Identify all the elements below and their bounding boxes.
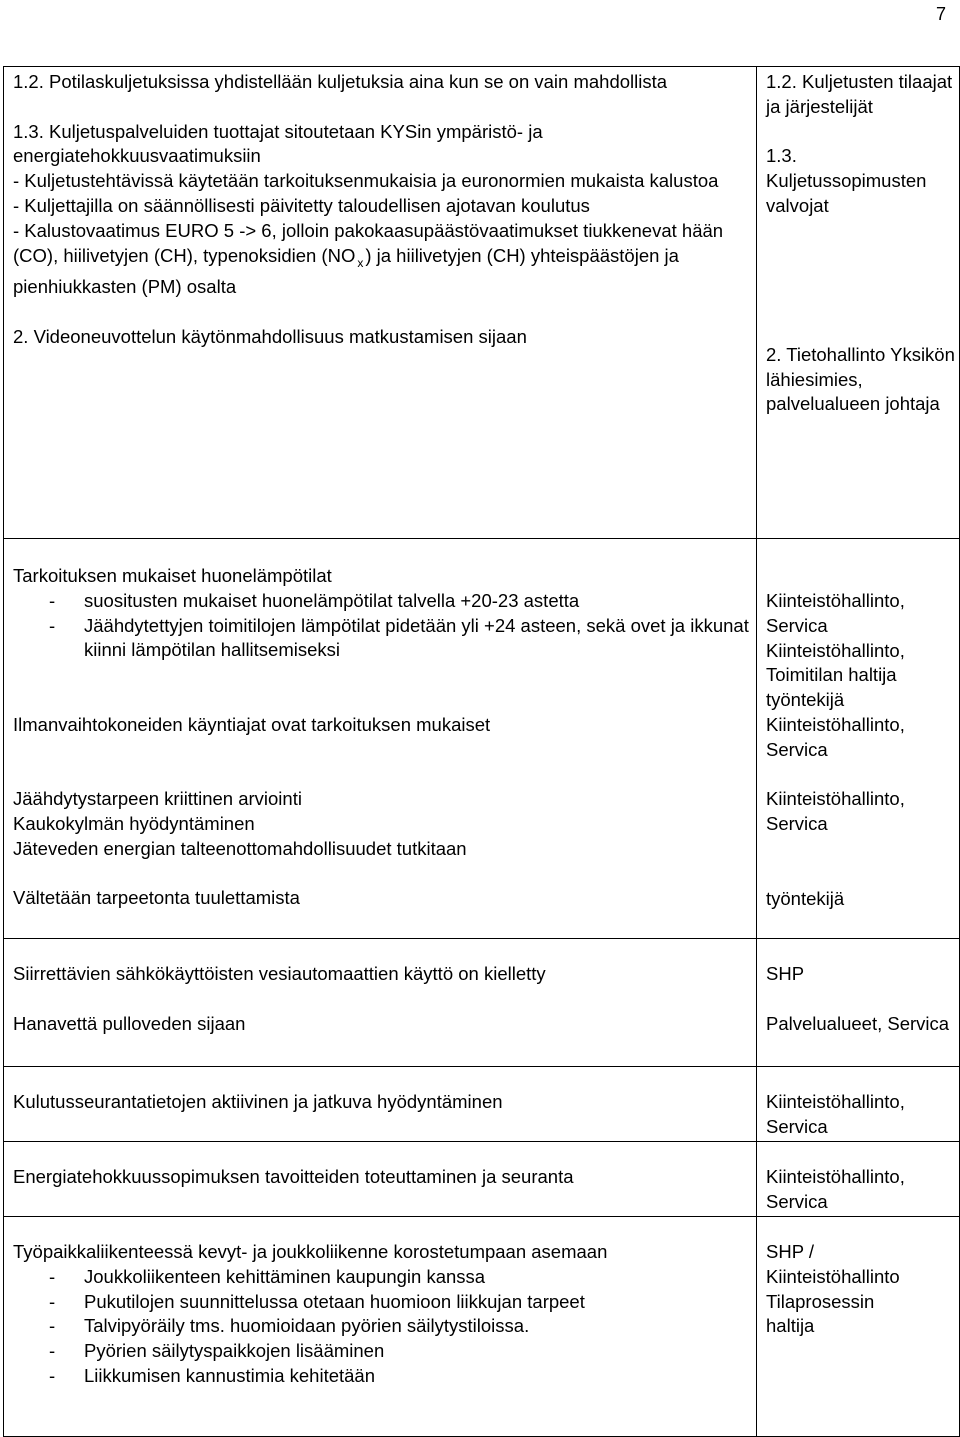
emission-text-a: - Kalustovaatimus EURO 5 -> 6, jolloin pakokaasupäästövaatimukset tiukkenevat hään (CO), hiilivetyjen (CH), typenoksidien (NO xyxy=(13,219,724,266)
item-1-3-line3 xyxy=(13,219,752,300)
resp-1-3: 1.3. Kuljetussopimusten valvojat xyxy=(766,145,927,216)
resp-energy-contract: Kiinteistöhallinto, Servica xyxy=(766,1166,905,1212)
cooling-2: Kaukokylmän hyödyntäminen xyxy=(13,812,255,834)
list-item: - Jäähdytettyjen toimitilojen lämpötilat pidetään yli +24 asteen, sekä ovet ja ikkunat kiinni lämpötilan hallitsemiseksi xyxy=(13,614,752,664)
measure-cell xyxy=(4,1067,757,1142)
table-row-energy-contract xyxy=(4,1142,960,1217)
list-item: - Pyörien säilytyspaikkojen lisääminen xyxy=(13,1339,752,1364)
responsible-cell xyxy=(757,1142,960,1217)
resp-faucets: SHP xyxy=(766,963,805,984)
temp-list xyxy=(13,589,752,663)
measure-cell xyxy=(4,1217,757,1437)
table-row-transport xyxy=(4,67,960,539)
resp-commuting: SHP / Kiinteistöhallinto Tilaprosessin haltija xyxy=(766,1241,900,1337)
table-row-water xyxy=(4,939,960,1067)
measures-table xyxy=(3,66,960,1437)
responsible-cell xyxy=(757,1217,960,1437)
resp-airing: työntekijä xyxy=(766,887,845,909)
cooling-1: Jäähdytystarpeen kriittinen arviointi xyxy=(13,788,302,810)
tap-water-text: Hanavettä pulloveden sijaan xyxy=(13,1012,246,1034)
cooling-3: Jäteveden energian talteenottomahdollisuudet tutkitaan xyxy=(13,837,467,859)
resp-monitoring: Kiinteistöhallinto, Servica xyxy=(766,1091,905,1137)
item-1-2: 1.2. Potilaskuljetuksissa yhdistellään kuljetuksia aina kun se on vain mahdollista xyxy=(13,71,668,92)
item-1-3-line1: - Kuljetustehtävissä käytetään tarkoituksenmukaisia ja euronormien mukaista kalustoa xyxy=(13,170,719,192)
resp-tap: Palvelualueet, Servica xyxy=(766,1012,950,1034)
resp-1-2: 1.2. Kuljetusten tilaajat ja järjestelijät xyxy=(766,71,953,117)
page-number: 7 xyxy=(935,4,946,24)
list-item: - Joukkoliikenteen kehittäminen kaupungin kanssa xyxy=(13,1265,752,1290)
commuting-title: Työpaikkaliikenteessä kevyt- ja joukkoliikenne korostetumpaan asemaan xyxy=(13,1241,608,1262)
temp-title: Tarkoituksen mukaiset huonelämpötilat xyxy=(13,565,332,586)
monitoring-text: Kulutusseurantatietojen aktiivinen ja jatkuva hyödyntäminen xyxy=(13,1091,503,1112)
item-2: 2. Videoneuvottelun käytönmahdollisuus matkustamisen sijaan xyxy=(13,325,527,347)
resp-temp-1: Kiinteistöhallinto, Servica xyxy=(766,590,905,636)
list-item: - Talvipyöräily tms. huomioidaan pyörien säilytystiloissa. xyxy=(13,1314,752,1339)
responsible-cell xyxy=(757,939,960,1067)
responsible-cell xyxy=(757,539,960,939)
measure-cell xyxy=(4,67,757,539)
measure-cell xyxy=(4,939,757,1067)
list-item: - Liikkumisen kannustimia kehitetään xyxy=(13,1364,752,1389)
commuting-list xyxy=(13,1265,752,1389)
airing-text: Vältetään tarpeetonta tuulettamista xyxy=(13,887,300,909)
table-row-monitoring xyxy=(4,1067,960,1142)
list-item: - Pukutilojen suunnittelussa otetaan huomioon liikkujan tarpeet xyxy=(13,1290,752,1315)
responsible-cell xyxy=(757,67,960,539)
responsible-cell xyxy=(757,1067,960,1142)
list-item: - suositusten mukaiset huonelämpötilat talvella +20-23 astetta xyxy=(13,589,752,614)
item-1-3-title: 1.3. Kuljetuspalveluiden tuottajat sitoutetaan KYSin ympäristö- ja energiatehokkuusvaatimuksiin xyxy=(13,120,543,167)
measure-cell xyxy=(4,1142,757,1217)
resp-temp-3: työntekijä xyxy=(766,689,845,711)
energy-contract-text: Energiatehokkuussopimuksen tavoitteiden toteuttaminen ja seuranta xyxy=(13,1166,574,1187)
ventilation-text: Ilmanvaihtokoneiden käyntiajat ovat tarkoituksen mukaiset xyxy=(13,713,491,735)
item-1-3-line2: - Kuljettajilla on säännöllisesti päivitetty taloudellisen ajotavan koulutus xyxy=(13,194,590,216)
resp-cooling: Kiinteistöhallinto, Servica xyxy=(766,788,905,835)
resp-temp-2: Kiinteistöhallinto, Toimitilan haltija xyxy=(766,639,905,686)
subscript-x: x xyxy=(357,255,364,270)
resp-2: 2. Tietohallinto Yksikön lähiesimies, palvelualueen johtaja xyxy=(766,343,955,415)
measure-cell xyxy=(4,539,757,939)
table-row-commuting xyxy=(4,1217,960,1437)
emission-text-b: ) ja hiilivetyjen (CH) yhteispäästöjen ja pienhiukkasten (PM) osalta xyxy=(13,244,679,298)
resp-vent: Kiinteistöhallinto, Servica xyxy=(766,713,905,760)
table-row-facilities xyxy=(4,539,960,939)
faucets-text: Siirrettävien sähkökäyttöisten vesiautomaattien käyttö on kielletty xyxy=(13,963,546,984)
